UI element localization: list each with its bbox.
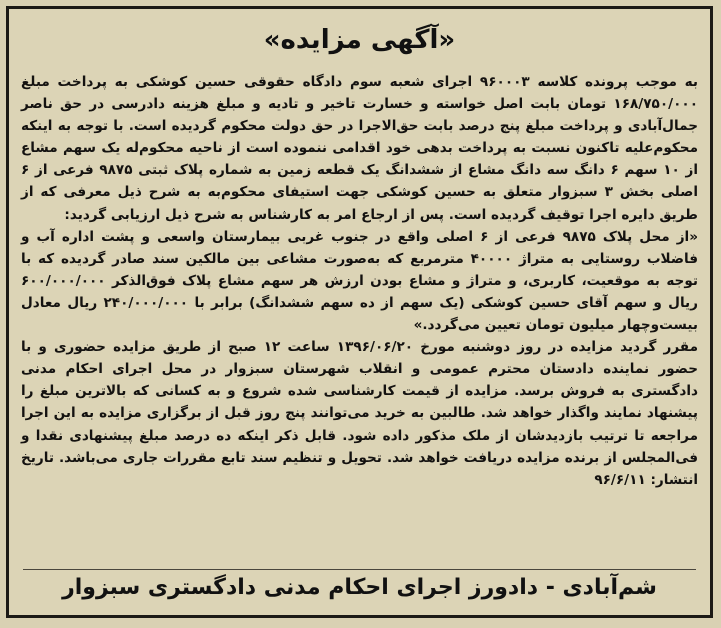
notice-body xyxy=(21,71,698,491)
divider xyxy=(23,569,696,570)
notice-paragraph: مقرر گردید مزایده در روز دوشنبه مورخ ۱۳۹۶/۰۶/۲۰ ساعت ۱۲ صبح از طریق مزایده حضوری و با حضور نماینده دادستان محترم عمومی و انقلاب شهرستان سبزوار در محل اجرای احکام مدنی دادگستری به فروش برسد. مزایده از قیمت کارشناسی شده شروع و به کسانی که بالاترین مبلغ را پیشنهاد نمایند واگذار خواهد شد. طالبین به خرید می‌توانند پنج روز قبل از برگزاری مزایده به این اجرا مراجعه تا ترتیب بازدیدشان از ملک مذکور داده شود. قابل ذکر اینکه ده درصد مبلغ پیشنهادی نقدا و فی‌المجلس از برنده مزایده دریافت خواهد شد. تحویل و تنظیم سند تابع مقررات جاری می‌باشد. تاریخ انتشار: ۹۶/۶/۱۱ xyxy=(21,339,698,488)
notice-paragraph: «از محل پلاک ۹۸۷۵ فرعی از ۶ اصلی واقع در جنوب غربی بیمارستان واسعی و پشت اداره آب و فاضلاب روستایی به متراژ ۴۰۰۰۰ مترمربع که به‌صورت مشاعی بین مالکین سند صادر گردیده که با توجه به موقعیت، کاربری، و متراژ و مشاع بودن ارزش هر سهم مشاع پلاک فوق‌الذکر ۶۰۰/۰۰۰/۰۰۰ ریال و سهم آقای حسین کوشکی (یک سهم از ده سهم ششدانگ) برابر با ۲۴۰/۰۰۰/۰۰۰ ریال معادل بیست‌وچهار میلیون تومان تعیین می‌گردد.» xyxy=(21,228,699,334)
notice-signature: شم‌آبادی - دادورز اجرای احکام مدنی دادگستری سبزوار xyxy=(62,575,657,600)
notice-frame xyxy=(6,6,713,618)
notice-title: «آگهی مزایده» xyxy=(263,25,456,55)
notice-paragraph: به موجب پرونده کلاسه ۹۶۰۰۰۳ اجرای شعبه سوم دادگاه حقوقی حسین کوشکی به پرداخت مبلغ ۱۶۸/۷۵۰/۰۰۰ تومان بابت اصل خواسته و خسارت تاخیر و تادیه و مبلغ هزینه دادرسی در حق ناصر جمال‌آبادی و پرداخت مبلغ پنج درصد بابت حق‌الاجرا در حق دولت محکوم گردیده است. با توجه به اینکه محکوم‌علیه تاکنون نسبت به پرداخت بدهی خود اقدامی ننموده است از ناحیه محکوم‌له یک سهم مشاع از ۱۰ سهم ۶ دانگ سه دانگ مشاع از ششدانگ یک قطعه زمین به شماره پلاک ثبتی ۹۸۷۵ فرعی از ۶ اصلی بخش ۳ سبزوار متعلق به حسین کوشکی جهت استیفای محکوم‌به به شرح ذیل معرفی که از طریق دایره اجرا توقیف گردیده است. پس از ارجاع امر به کارشناس به شرح ذیل ارزیابی گردید: xyxy=(21,74,698,223)
